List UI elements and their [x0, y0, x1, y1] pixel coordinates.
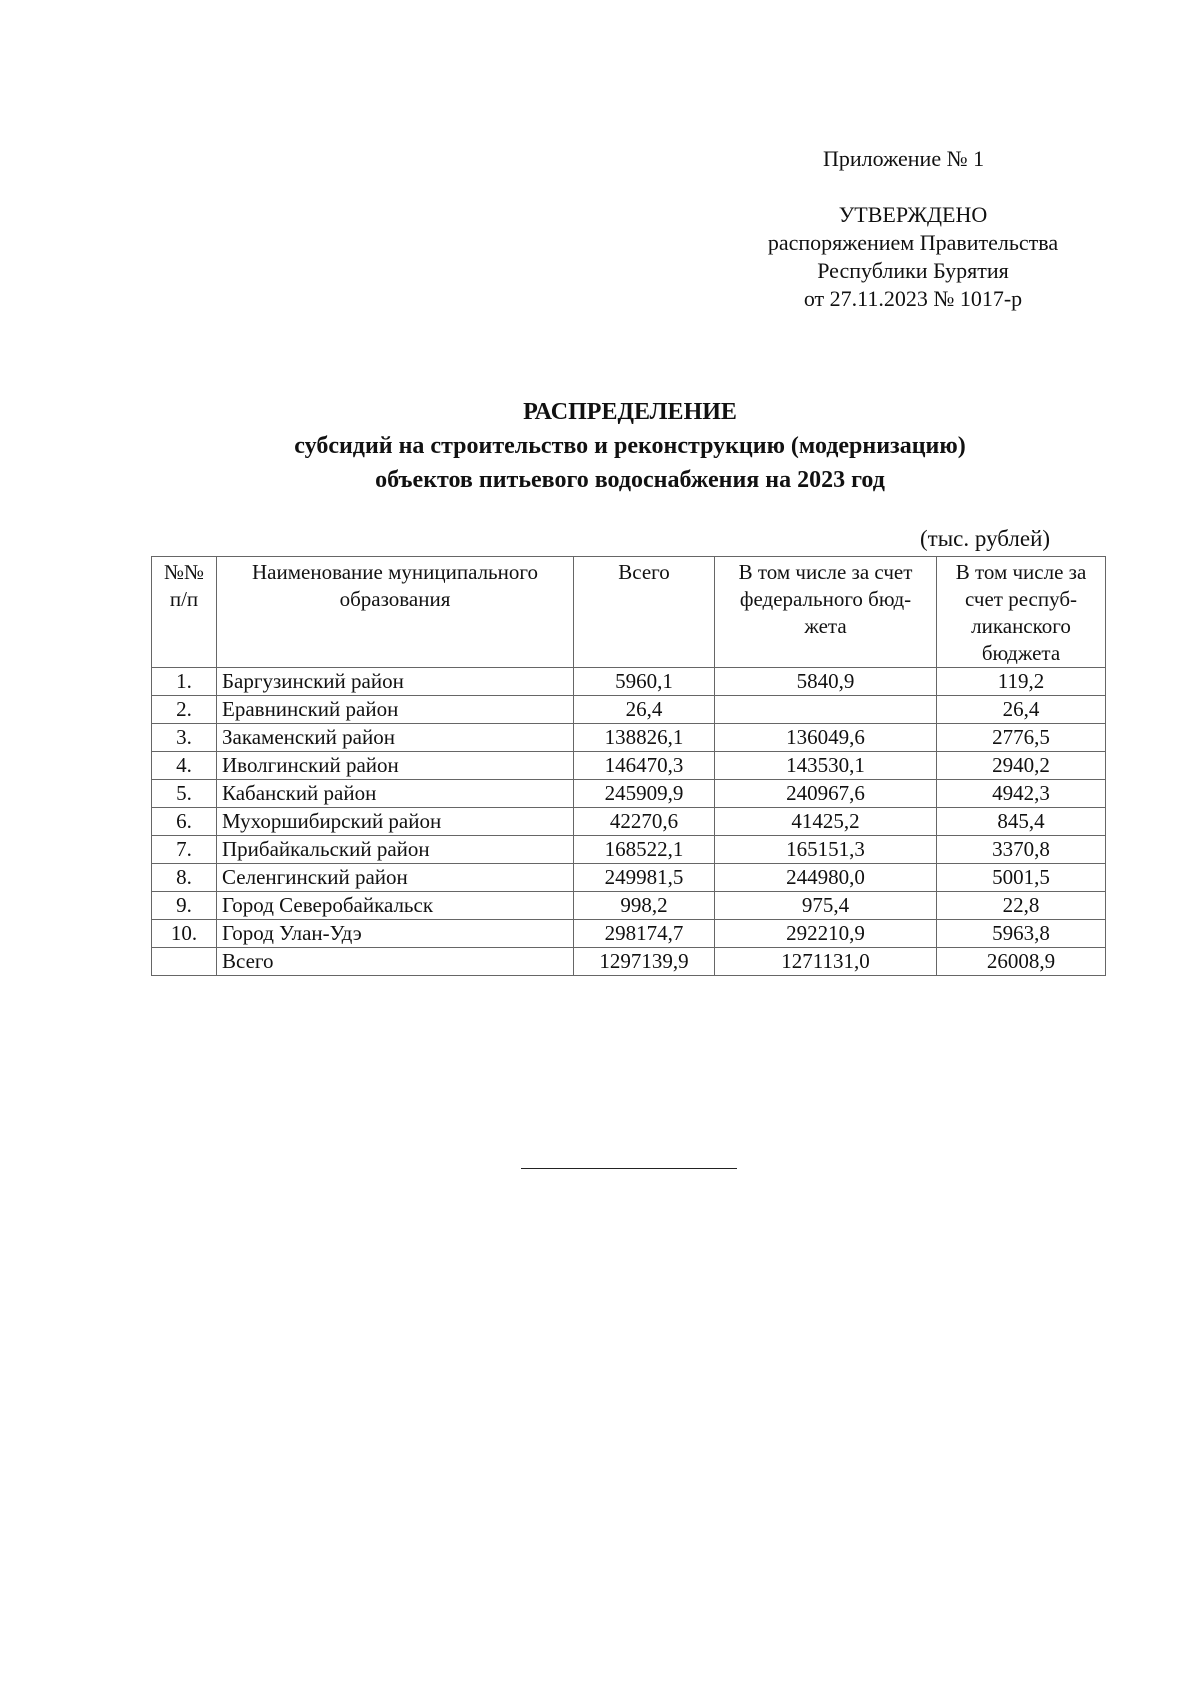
header-republic-line-3: ликанского [971, 614, 1071, 638]
row-total: 168522,1 [574, 836, 715, 864]
approved-by-line-2: Республики Бурятия [817, 258, 1009, 283]
header-total-label: Всего [618, 560, 670, 584]
row-republic: 2940,2 [937, 752, 1106, 780]
table-row [152, 892, 1106, 920]
table-row [152, 836, 1106, 864]
row-number [152, 948, 217, 976]
approved-date: от 27.11.2023 № 1017-р [803, 286, 1023, 311]
header-municipality-line-1: Наименование муниципального [252, 560, 538, 584]
row-republic: 22,8 [937, 892, 1106, 920]
approved-by-line-1: распоряжением Правительства [767, 230, 1059, 255]
row-republic: 26008,9 [937, 948, 1106, 976]
distribution-table [151, 556, 1106, 976]
row-number: 3. [152, 724, 217, 752]
row-federal: 143530,1 [715, 752, 937, 780]
header-federal-line-3: жета [804, 614, 847, 638]
row-number: 10. [152, 920, 217, 948]
row-total: 249981,5 [574, 864, 715, 892]
row-total: 5960,1 [574, 668, 715, 696]
header-number [152, 557, 217, 668]
table-row [152, 864, 1106, 892]
row-number: 4. [152, 752, 217, 780]
header-municipality-line-2: образования [339, 587, 451, 611]
row-federal: 292210,9 [715, 920, 937, 948]
row-total: 146470,3 [574, 752, 715, 780]
row-federal: 240967,6 [715, 780, 937, 808]
row-federal: 244980,0 [715, 864, 937, 892]
table-row [152, 808, 1106, 836]
row-municipality: Баргузинский район [217, 668, 574, 696]
row-municipality: Селенгинский район [217, 864, 574, 892]
annex-label: Приложение № 1 [823, 146, 985, 171]
table-row [152, 780, 1106, 808]
header-total [574, 557, 715, 668]
row-republic: 3370,8 [937, 836, 1106, 864]
row-republic: 4942,3 [937, 780, 1106, 808]
title-line-1: РАСПРЕДЕЛЕНИЕ [523, 399, 737, 425]
row-number: 9. [152, 892, 217, 920]
row-total: 138826,1 [574, 724, 715, 752]
row-total: 998,2 [574, 892, 715, 920]
row-municipality: Еравнинский район [217, 696, 574, 724]
row-number: 8. [152, 864, 217, 892]
units-label: (тыс. рублей) [920, 526, 1051, 551]
row-municipality: Мухоршибирский район [217, 808, 574, 836]
row-federal: 975,4 [715, 892, 937, 920]
header-federal [715, 557, 937, 668]
header-republic-line-1: В том числе за [955, 560, 1087, 584]
row-total: 42270,6 [574, 808, 715, 836]
row-number: 6. [152, 808, 217, 836]
row-municipality: Город Северобайкальск [217, 892, 574, 920]
row-federal: 165151,3 [715, 836, 937, 864]
row-federal: 5840,9 [715, 668, 937, 696]
title-line-2: субсидий на строительство и реконструкцию (модернизацию) [294, 433, 966, 459]
table-header-row [152, 557, 1106, 668]
table-row [152, 752, 1106, 780]
row-municipality: Город Улан-Удэ [217, 920, 574, 948]
title-line-3: объектов питьевого водоснабжения на 2023 год [375, 467, 885, 493]
approval-stamp [738, 201, 1088, 313]
header-number-line-1: №№ [163, 560, 205, 584]
row-federal: 1271131,0 [715, 948, 937, 976]
row-municipality: Прибайкальский район [217, 836, 574, 864]
header-republic [937, 557, 1106, 668]
row-number: 5. [152, 780, 217, 808]
row-number: 1. [152, 668, 217, 696]
approved-label: УТВЕРЖДЕНО [838, 202, 988, 227]
row-federal: 41425,2 [715, 808, 937, 836]
header-municipality [217, 557, 574, 668]
row-municipality: Иволгинский район [217, 752, 574, 780]
row-municipality: Всего [217, 948, 574, 976]
table-row [152, 920, 1106, 948]
row-republic: 5001,5 [937, 864, 1106, 892]
row-federal: 136049,6 [715, 724, 937, 752]
row-republic: 119,2 [937, 668, 1106, 696]
header-federal-line-1: В том числе за счет [738, 560, 913, 584]
row-total: 1297139,9 [574, 948, 715, 976]
table-row [152, 668, 1106, 696]
row-municipality: Закаменский район [217, 724, 574, 752]
row-total: 298174,7 [574, 920, 715, 948]
row-municipality: Кабанский район [217, 780, 574, 808]
row-number: 2. [152, 696, 217, 724]
header-number-line-2: п/п [169, 587, 199, 611]
row-republic: 2776,5 [937, 724, 1106, 752]
header-republic-line-4: бюджета [981, 641, 1061, 665]
row-total: 26,4 [574, 696, 715, 724]
header-federal-line-2: федерального бюд- [739, 587, 912, 611]
row-number: 7. [152, 836, 217, 864]
row-republic: 845,4 [937, 808, 1106, 836]
row-federal [715, 696, 937, 724]
row-total: 245909,9 [574, 780, 715, 808]
header-republic-line-2: счет респуб- [964, 587, 1077, 611]
table-row [152, 724, 1106, 752]
row-republic: 26,4 [937, 696, 1106, 724]
table-total-row [152, 948, 1106, 976]
closing-rule [521, 1168, 737, 1169]
document-title [150, 395, 1110, 497]
table-row [152, 696, 1106, 724]
row-republic: 5963,8 [937, 920, 1106, 948]
